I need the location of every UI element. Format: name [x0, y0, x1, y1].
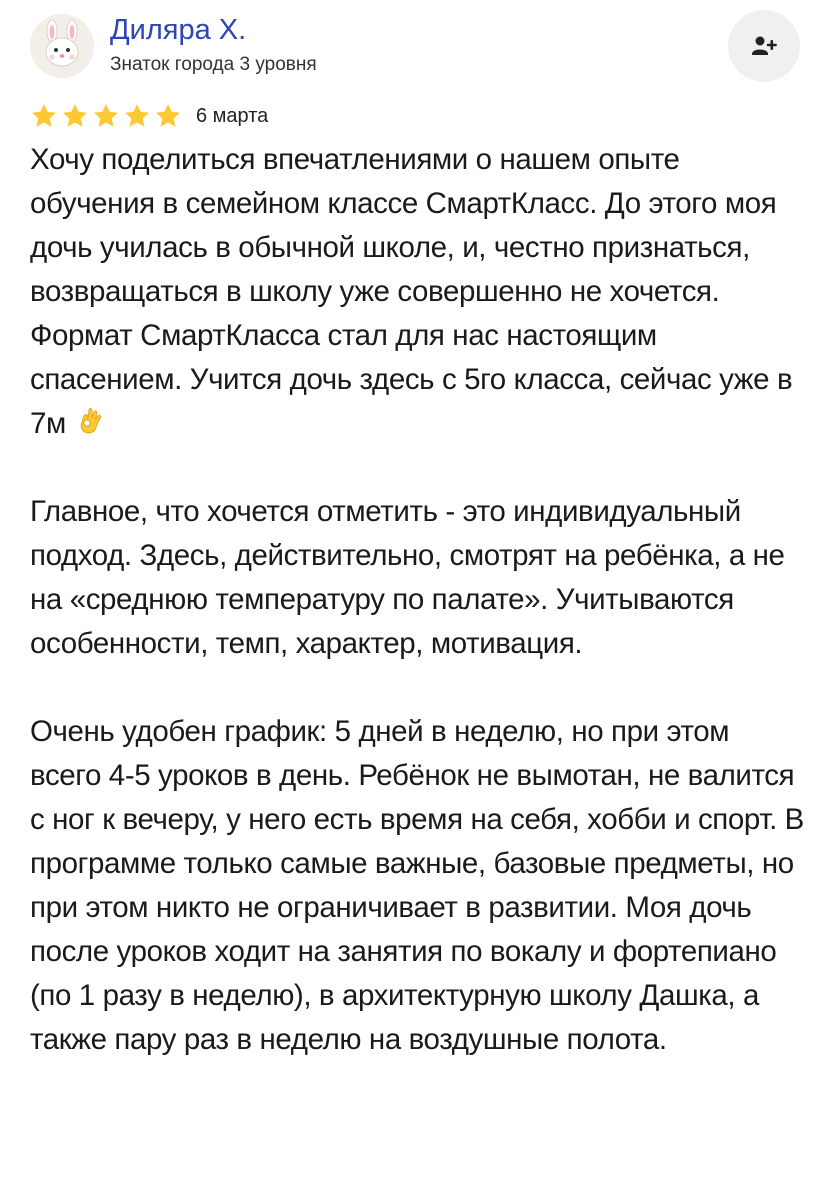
review-text	[30, 138, 805, 1062]
review-paragraph: Главное, что хочется отметить - это индивидуальный подход. Здесь, действительно, смотрят на ребёнка, а не на «среднюю температуру по палате». Учитываются особенности, темп, характер, мотивация.	[30, 495, 785, 660]
author-level: Знаток города 3 уровня	[110, 54, 317, 75]
rating-row	[30, 100, 268, 132]
ok-hand-emoji	[74, 403, 110, 439]
review-paragraph	[30, 138, 805, 446]
author-name[interactable]: Диляра Х.	[110, 14, 247, 46]
star-icon	[154, 102, 182, 130]
review-date: 6 марта	[196, 104, 269, 127]
star-icon	[61, 102, 89, 130]
star-icon	[123, 102, 151, 130]
star-icon	[30, 102, 58, 130]
add-user-icon	[750, 32, 778, 60]
review-header	[30, 12, 800, 82]
avatar[interactable]	[30, 14, 94, 78]
review-paragraph: Очень удобен график: 5 дней в неделю, но при этом всего 4-5 уроков в день. Ребёнок не вымотан, не валится с ног к вечеру, у него есть время на себя, хобби и спорт. В программе только самые важные, базовые предметы, но при этом никто не ограничивает в развитии. Моя дочь после уроков ходит на занятия по вокалу и фортепиано (по 1 разу в неделю), в архитектурную школу Дашка, а также пару раз в неделю на воздушные полота.	[30, 715, 804, 1056]
star-icon	[92, 102, 120, 130]
bunny-face-icon	[30, 14, 94, 78]
star-rating	[30, 102, 182, 130]
subscribe-button[interactable]	[728, 10, 800, 82]
paragraph-text: Хочу поделиться впечатлениями о нашем опыте обучения в семейном классе СмартКласс. До этого моя дочь училась в обычной школе, и, честно признаться, возвращаться в школу уже совершенно не хочется. Формат СмартКласса стал для нас настоящим спасением. Учится дочь здесь с 5го класса, сейчас уже в 7м	[30, 143, 793, 440]
